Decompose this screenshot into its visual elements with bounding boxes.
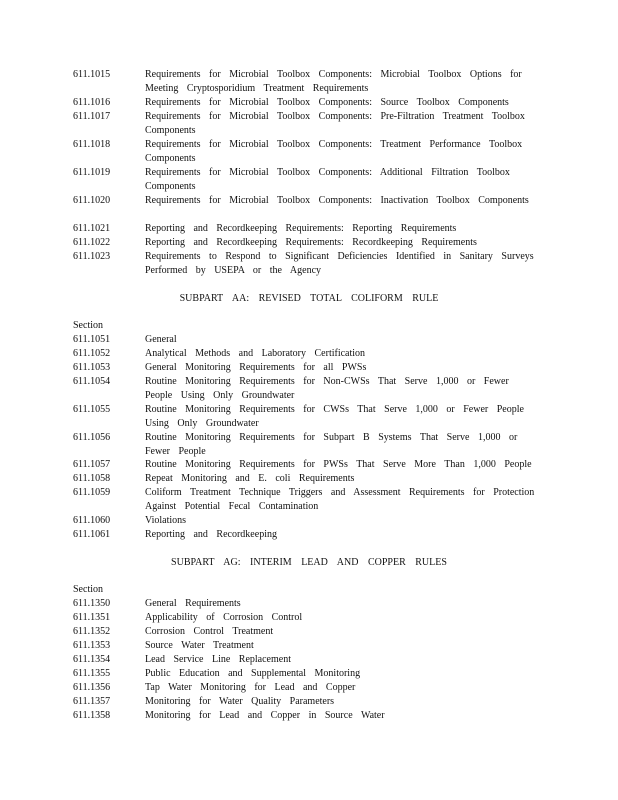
section-title: Coliform Treatment Technique Triggers and Assessment Requirements for Protection Against Potential Fecal Contamination <box>145 487 535 512</box>
section-number: 611.1351 <box>73 612 111 623</box>
section-title: Monitoring for Water Quality Parameters <box>145 696 335 707</box>
section-number: 611.1016 <box>73 97 111 108</box>
section-number: 611.1358 <box>73 710 111 721</box>
section-number: 611.1018 <box>73 139 111 150</box>
section-title: Monitoring for Lead and Copper in Source Water <box>145 710 385 721</box>
section-number: 611.1350 <box>73 598 111 609</box>
section-number: 611.1059 <box>73 487 111 498</box>
section-number: 611.1353 <box>73 640 111 651</box>
section-title: Corrosion Control Treatment <box>145 626 274 637</box>
section-number: 611.1023 <box>73 251 111 262</box>
section-title: Routine Monitoring Requirements for CWSs That Serve 1,000 or Fewer People Using Only Groundwater <box>145 404 524 429</box>
section-number: 611.1053 <box>73 362 111 373</box>
section-title: General Monitoring Requirements for all PWSs <box>145 362 367 373</box>
section-number: 611.1057 <box>73 459 111 470</box>
section-title: Applicability of Corrosion Control <box>145 612 303 623</box>
section-number: 611.1054 <box>73 376 111 387</box>
section-title: Requirements for Microbial Toolbox Components: Microbial Toolbox Options for Meeting Cryptosporidium Treatment Requirements <box>145 69 522 94</box>
section-title: Requirements to Respond to Significant Deficiencies Identified in Sanitary Surveys Performed by USEPA or the Agency <box>145 251 534 276</box>
section-title: Requirements for Microbial Toolbox Components: Pre-Filtration Treatment Toolbox Components <box>145 111 525 136</box>
section-number: 611.1055 <box>73 404 111 415</box>
subpart-aa-heading: SUBPART AA: REVISED TOTAL COLIFORM RULE <box>179 293 439 304</box>
section-number: 611.1052 <box>73 348 111 359</box>
section-title: Routine Monitoring Requirements for Subpart B Systems That Serve 1,000 or Fewer People <box>145 432 518 457</box>
section-number: 611.1060 <box>73 515 111 526</box>
section-title: Routine Monitoring Requirements for Non-CWSs That Serve 1,000 or Fewer People Using Only Groundwater <box>145 376 509 401</box>
section-title: Reporting and Recordkeeping <box>145 529 277 540</box>
section-title: Requirements for Microbial Toolbox Components: Source Toolbox Components <box>145 97 509 108</box>
subpart-ag-heading: SUBPART AG: INTERIM LEAD AND COPPER RULES <box>171 557 447 568</box>
section-title: Routine Monitoring Requirements for PWSs That Serve More Than 1,000 People <box>145 459 532 470</box>
section-title: Repeat Monitoring and E. coli Requirements <box>145 473 355 484</box>
section-number: 611.1017 <box>73 111 111 122</box>
section-label: Section <box>73 320 103 331</box>
section-title: Tap Water Monitoring for Lead and Copper <box>145 682 356 693</box>
section-title: Analytical Methods and Laboratory Certification <box>145 348 366 359</box>
section-number: 611.1354 <box>73 654 111 665</box>
section-number: 611.1021 <box>73 223 111 234</box>
section-title: General <box>145 334 177 345</box>
section-title: Requirements for Microbial Toolbox Components: Inactivation Toolbox Components <box>145 195 529 206</box>
section-number: 611.1356 <box>73 682 111 693</box>
section-number: 611.1355 <box>73 668 111 679</box>
section-number: 611.1357 <box>73 696 111 707</box>
section-title: Requirements for Microbial Toolbox Components: Treatment Performance Toolbox Components <box>145 139 523 164</box>
section-number: 611.1056 <box>73 432 111 443</box>
section-title: Public Education and Supplemental Monitoring <box>145 668 361 679</box>
section-title: General Requirements <box>145 598 241 609</box>
section-title: Requirements for Microbial Toolbox Components: Additional Filtration Toolbox Components <box>145 167 510 192</box>
section-title: Reporting and Recordkeeping Requirements: Reporting Requirements <box>145 223 457 234</box>
section-number: 611.1051 <box>73 334 111 345</box>
section-number: 611.1022 <box>73 237 111 248</box>
section-number: 611.1015 <box>73 69 111 80</box>
section-title: Source Water Treatment <box>145 640 254 651</box>
section-number: 611.1058 <box>73 473 111 484</box>
section-title: Lead Service Line Replacement <box>145 654 291 665</box>
section-title: Reporting and Recordkeeping Requirements: Recordkeeping Requirements <box>145 237 477 248</box>
section-number: 611.1061 <box>73 529 111 540</box>
section-label: Section <box>73 584 103 595</box>
section-number: 611.1020 <box>73 195 111 206</box>
section-number: 611.1019 <box>73 167 111 178</box>
section-number: 611.1352 <box>73 626 111 637</box>
section-title: Violations <box>145 515 187 526</box>
